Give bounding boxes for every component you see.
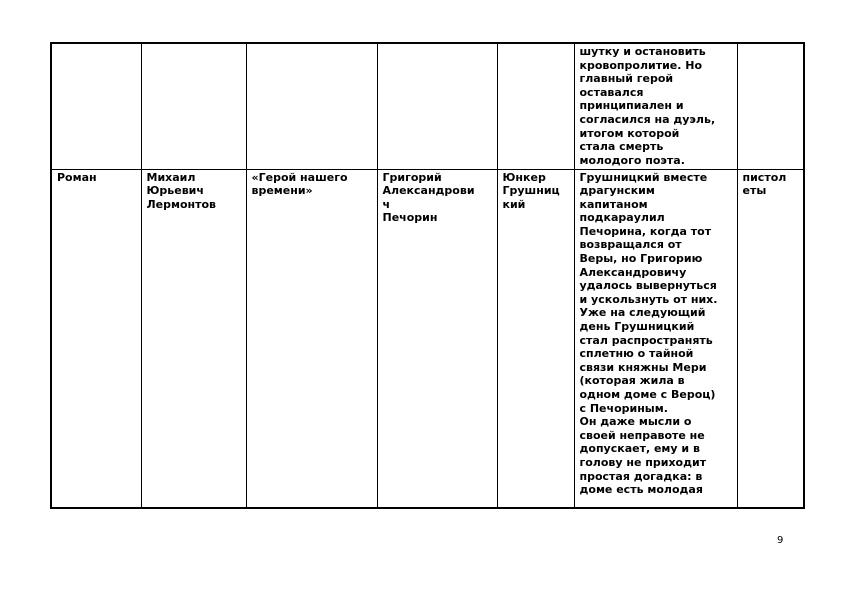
- cell-protagonist: [377, 43, 497, 169]
- cell-description: [574, 169, 737, 508]
- cell-genre-text: Роман: [57, 170, 97, 184]
- table-row-main: [51, 169, 804, 508]
- cell-author-text: Михаил Юрьевич Лермонтов: [146, 170, 217, 211]
- page-number: 9: [777, 535, 784, 546]
- cell-work-text: «Герой нашего времени»: [251, 170, 348, 198]
- cell-description-text: Грушницкий вместе драгунским капитаном подкараулил Печорина, когда тот возвращался от Веры, но Григорию Александровичу удалось вывернуться и ускользнуть от них. Уже на следующий день Грушницкий стал распространять сплетню о тайной связи княжны Мери (которая жила в одном доме с Вероц) с Печориным. Он даже мысли о своей неправоте не допускает, ему и в голову не приходит простая догадка: в доме есть молодая: [579, 170, 718, 497]
- cell-work: [246, 43, 377, 169]
- cell-opponent: [497, 43, 574, 169]
- cell-genre: [51, 169, 141, 508]
- cell-weapon: [737, 43, 804, 169]
- cell-protagonist-text: Григорий Александрови ч Печорин: [382, 170, 475, 225]
- cell-weapon: [737, 169, 804, 508]
- cell-opponent-text: Юнкер Грушниц кий: [502, 170, 560, 211]
- cell-opponent: [497, 169, 574, 508]
- cell-description: [574, 43, 737, 169]
- cell-work: [246, 169, 377, 508]
- duel-table: [50, 42, 805, 509]
- cell-genre: [51, 43, 141, 169]
- cell-protagonist: [377, 169, 497, 508]
- cell-author: [141, 169, 246, 508]
- table-row-continued: [51, 43, 804, 169]
- cell-weapon-text: пистол еты: [742, 170, 787, 198]
- cell-description-text: шутку и остановить кровопролитие. Но главный герой оставался принципиален и согласился на дуэль, итогом которой стала смерть молодого поэта.: [579, 45, 716, 167]
- cell-author: [141, 43, 246, 169]
